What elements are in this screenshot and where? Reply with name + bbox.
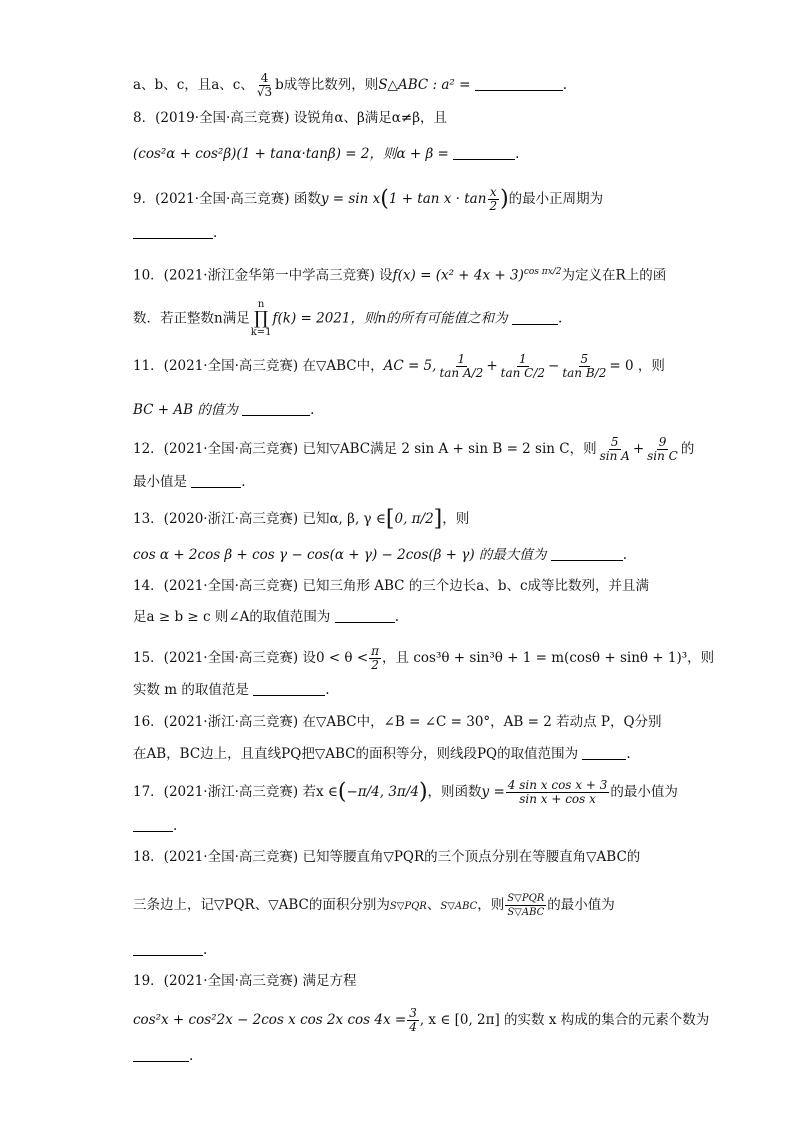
problem-17-line-2 (133, 816, 177, 836)
denominator: 2 (371, 658, 379, 672)
text: 17．(2021·浙江·高三竞赛) 若x ∈ (133, 784, 338, 800)
numerator: x (489, 185, 497, 199)
period: . (325, 682, 330, 698)
text: 在AB，BC边上，且直线PQ把▽ABC的面积等分，则线段PQ的取值范围为 (133, 746, 579, 762)
problem-13-line-2 (133, 545, 627, 565)
problem-18-line-1: 18．(2021·全国·高三竞赛) 已知等腰直角▽PQR的三个顶点分别在等腰直角▽ABC的 (133, 849, 641, 865)
answer-blank[interactable] (335, 608, 395, 623)
numerator: 1 (519, 352, 527, 366)
denominator: tan B/2 (562, 366, 607, 380)
product-operator (251, 300, 272, 338)
problem-18-line-3 (133, 940, 207, 960)
denominator: √3 (256, 85, 273, 99)
answer-blank[interactable] (253, 681, 325, 696)
period: . (557, 310, 563, 327)
numerator: 1 (457, 352, 466, 366)
answer-blank[interactable] (191, 473, 241, 488)
numerator: 3 (409, 1006, 417, 1020)
numerator: 4 sin x cos x + 3 (507, 778, 608, 792)
text: ，且 cos³θ + sin³θ + 1 = m(cosθ + sinθ + 1)³，则 (382, 650, 715, 666)
math-interval: −π/4, 3π/4 (346, 784, 419, 800)
text: 9．(2021·全国·高三竞赛) 函数 (133, 191, 321, 207)
denominator: 2 (489, 199, 498, 213)
fraction (369, 645, 381, 672)
period: . (310, 402, 315, 418)
answer-blank[interactable] (242, 401, 310, 416)
bracket: ] (433, 506, 443, 532)
answer-blank[interactable] (133, 224, 213, 239)
numerator: 5 (610, 435, 619, 449)
fraction (487, 186, 499, 213)
problem-14-line-2 (133, 607, 399, 627)
text: ，则函数 (427, 784, 482, 800)
fraction (255, 72, 274, 99)
answer-blank[interactable] (582, 745, 626, 760)
numerator: S▽PQR (507, 893, 545, 904)
denominator: tan A/2 (439, 366, 484, 380)
operator: + (486, 358, 498, 374)
answer-blank[interactable] (551, 546, 623, 561)
denominator: sin A (599, 449, 630, 463)
problem-12-line-1 (133, 436, 694, 463)
text: b成等比数列，则 (275, 77, 379, 93)
lower-limit: k=1 (250, 327, 272, 338)
text: a、b、c，且a、c、 (133, 77, 254, 93)
text: 最小值是 (133, 474, 187, 490)
period: . (173, 818, 178, 834)
denominator: 4 (409, 1020, 417, 1034)
answer-blank[interactable] (133, 941, 203, 956)
fraction (645, 436, 680, 463)
period: . (203, 942, 208, 958)
text: 的最小值为 (610, 784, 678, 800)
area-symbol: S▽ABC (440, 901, 478, 912)
problem-18-line-2 (133, 892, 615, 919)
problem-19-line-2 (133, 1007, 709, 1034)
text: , x ∈ [0, 2π] 的实数 x 构成的集合的元素个数为 (419, 1012, 710, 1028)
text: 的最小正周期为 (508, 191, 604, 207)
text: 12．(2021·全国·高三竞赛) 已知▽ABC满足 2 sin A + sin B = 2 sin C，则 (133, 441, 597, 457)
text: ，则 (442, 511, 470, 527)
problem-8-line-1: 8．(2019·全国·高三竞赛) 设锐角α、β满足α≠β，且 (133, 110, 448, 126)
line-fragment-7 (133, 72, 567, 99)
period: . (562, 77, 567, 93)
text: 15．(2021·全国·高三竞赛) 设0 < θ < (133, 650, 369, 666)
operator: − (548, 358, 560, 374)
text: 三条边上，记▽PQR、▽ABC的面积分别为 (133, 897, 390, 913)
answer-blank[interactable] (133, 817, 173, 832)
math-expression: f(k) = 2021，则n的所有可能值之和为 (272, 310, 508, 327)
answer-blank[interactable] (133, 1047, 189, 1062)
answer-blank[interactable] (512, 310, 558, 325)
problem-11-line-2 (133, 400, 314, 420)
answer-blank[interactable] (453, 145, 515, 160)
answer-blank[interactable] (475, 76, 563, 91)
area-symbol: S▽PQR (389, 901, 427, 912)
fraction (499, 353, 547, 380)
math-expression: y = (481, 784, 505, 800)
text: = 0 ，则 (609, 358, 665, 374)
operator: + (632, 441, 645, 457)
problem-10-line-1 (133, 262, 666, 286)
period: . (622, 547, 627, 563)
problem-16-line-2 (133, 744, 631, 764)
numerator: 5 (580, 352, 589, 366)
numerator: 9 (658, 435, 667, 449)
problem-15-line-2 (133, 680, 329, 700)
paren: ) (418, 779, 428, 805)
problem-17-line-1 (133, 779, 678, 806)
math-expression: AC = 5, (383, 358, 437, 374)
text: BC + AB 的值为 (133, 402, 238, 418)
fraction (598, 436, 632, 463)
problem-10-line-2 (133, 300, 562, 338)
denominator: tan C/2 (500, 366, 546, 380)
math-expression: f(x) = (x² + 4x + 3) (392, 267, 524, 284)
problem-9-line-1 (133, 186, 603, 213)
numerator: 4 (260, 71, 269, 85)
fraction (560, 353, 608, 380)
text: 实数 m 的取值范是 (133, 682, 249, 698)
text: 11．(2021·全国·高三竞赛) 在▽ABC中， (133, 358, 384, 374)
math-expression: S△ABC : a² = (378, 77, 471, 93)
period: . (241, 474, 246, 490)
paren: ( (380, 186, 389, 212)
text: 的 (680, 441, 695, 457)
text: 的最小值为 (547, 897, 615, 913)
problem-11-line-1 (133, 353, 665, 380)
problem-14-line-1: 14．(2021·全国·高三竞赛) 已知三角形 ABC 的三个边长a、b、c成等比数列，并且满 (133, 578, 650, 594)
problem-16-line-1: 16．(2021·浙江·高三竞赛) 在▽ABC中，∠B = ∠C = 30°，AB = 2 若动点 P，Q分别 (133, 714, 662, 730)
text: ，则 (477, 897, 505, 913)
math-expression: 1 + tan x · tan (388, 191, 487, 207)
problem-8-line-2 (133, 144, 519, 164)
paren: ) (500, 186, 509, 212)
text: 13．(2020·浙江·高三竞赛) 已知α, β, γ ∈ (133, 511, 386, 527)
denominator: sin C (647, 449, 678, 463)
upper-limit: n (257, 299, 265, 310)
fraction (407, 1007, 419, 1034)
problem-19-line-1: 19．(2021·全国·高三竞赛) 满足方程 (133, 973, 357, 989)
fraction (506, 779, 610, 806)
denominator: S▽ABC (507, 907, 545, 918)
denominator: sin x + cos x (519, 792, 596, 806)
text: 数．若正整数n满足 (133, 310, 250, 327)
problem-9-line-2 (133, 223, 217, 243)
period: . (626, 746, 631, 762)
period: . (515, 146, 520, 162)
math-expression: cos α + 2cos β + cos γ − cos(α + γ) − 2cos(β + γ) 的最大值为 (133, 547, 547, 563)
exponent: cos πx/2 (523, 267, 562, 277)
paren: ( (337, 779, 347, 805)
product-symbol: ∏ (253, 308, 269, 329)
numerator: π (371, 644, 380, 658)
fraction (505, 892, 546, 919)
math-expression: (cos²α + cos²β)(1 + tanα·tanβ) = 2，则α + β = (133, 146, 449, 162)
text: 、 (426, 897, 441, 913)
period: . (213, 225, 218, 241)
period: . (189, 1048, 194, 1064)
period: . (394, 609, 399, 625)
problem-19-line-3 (133, 1046, 193, 1066)
math-expression: cos²x + cos²2x − 2cos x cos 2x cos 4x = (133, 1012, 407, 1028)
math-interval: 0, π/2 (394, 511, 434, 527)
bracket: [ (385, 506, 395, 532)
math-expression: y = sin x (320, 191, 381, 207)
problem-15-line-1 (133, 645, 714, 672)
text: 为定义在R上的函 (561, 267, 667, 284)
problem-12-line-2 (133, 472, 246, 492)
text: 10．(2021·浙江金华第一中学高三竞赛) 设 (133, 267, 393, 284)
fraction (437, 353, 485, 380)
problem-13-line-1 (133, 506, 470, 532)
text: 足a ≥ b ≥ c 则∠A的取值范围为 (133, 609, 331, 625)
